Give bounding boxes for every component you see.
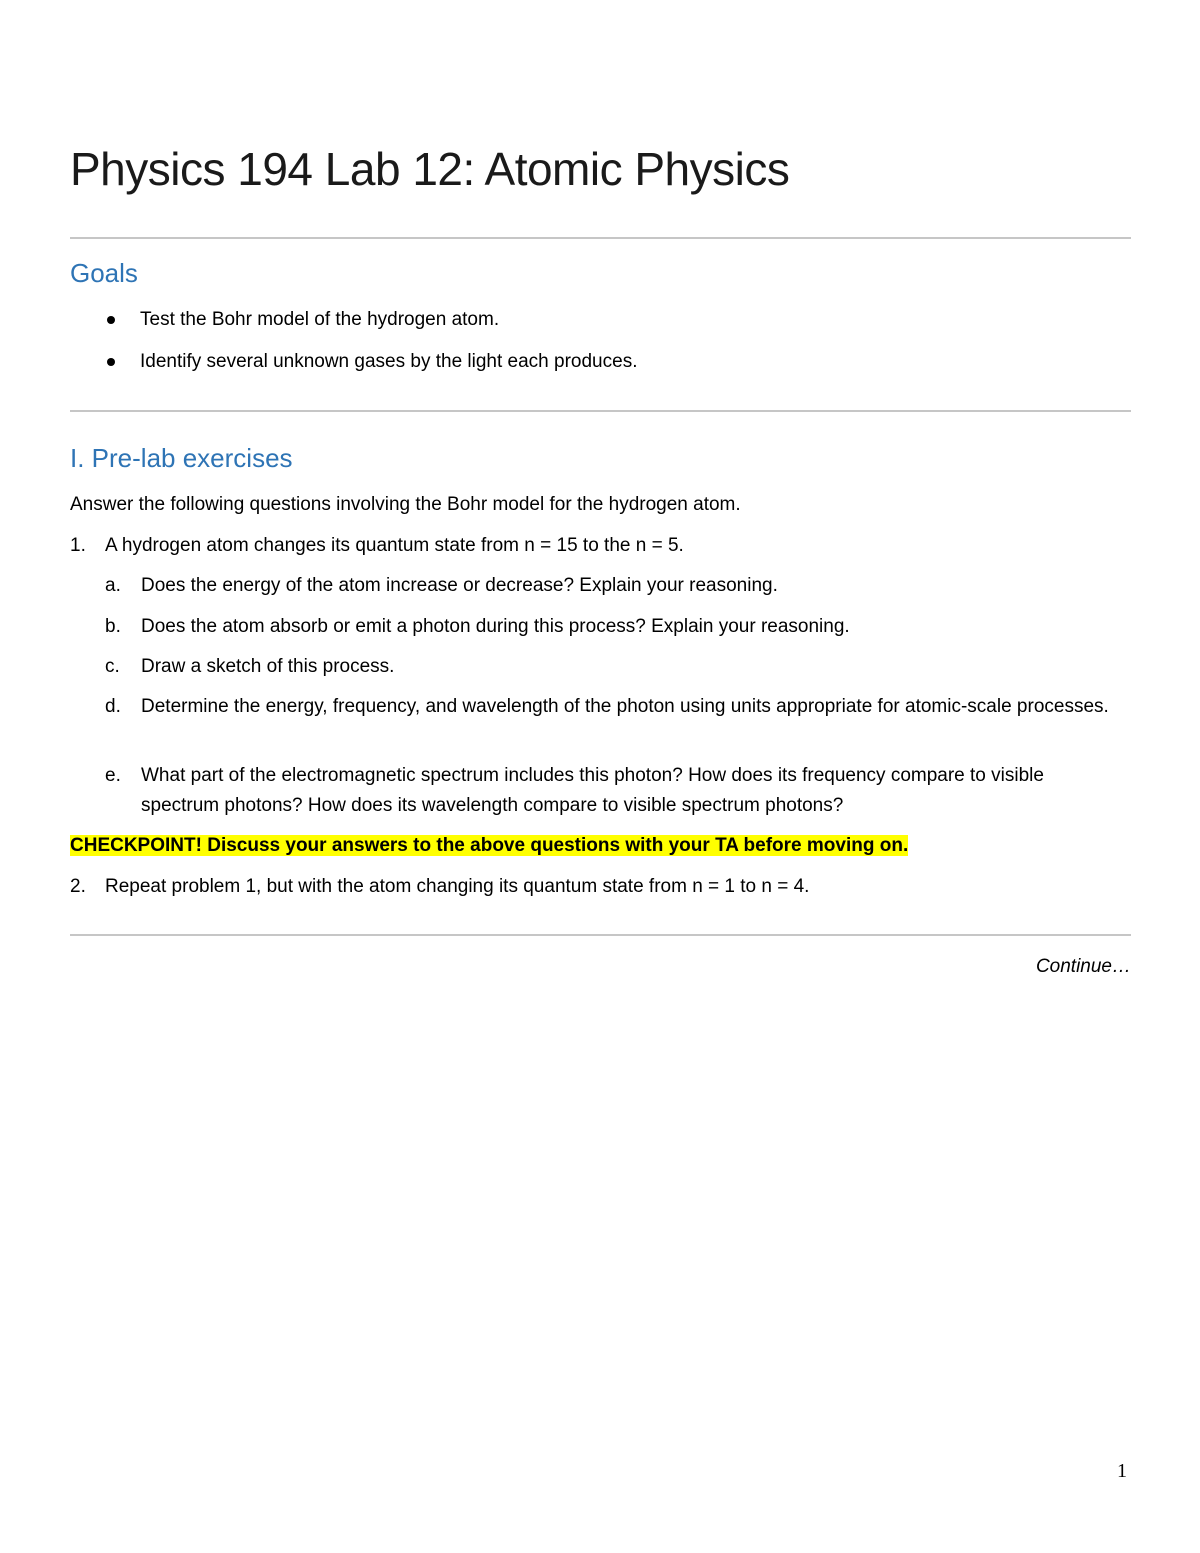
- part-text: Determine the energy, frequency, and wavelength of the photon using units appropriate for atomic-scale processes.: [141, 696, 1109, 717]
- section-divider: [70, 237, 1131, 239]
- page-number: 1: [1117, 1460, 1127, 1482]
- goals-heading: Goals: [70, 258, 138, 288]
- bullet-icon: [107, 316, 115, 324]
- document-title: Physics 194 Lab 12: Atomic Physics: [70, 143, 790, 195]
- part-letter: a.: [105, 575, 121, 596]
- checkpoint-note: [70, 832, 910, 860]
- section-divider: [70, 934, 1131, 936]
- part-text: Does the energy of the atom increase or decrease? Explain your reasoning.: [141, 575, 778, 596]
- document-page: [70, 0, 1131, 1553]
- prelab-heading: I. Pre-lab exercises: [70, 443, 293, 473]
- problem-text: Repeat problem 1, but with the atom changing its quantum state from n = 1 to n = 4.: [105, 876, 810, 897]
- part-letter: d.: [105, 696, 121, 717]
- problem-text: A hydrogen atom changes its quantum state from n = 15 to the n = 5.: [105, 535, 684, 556]
- section-divider: [70, 410, 1131, 412]
- part-letter: e.: [105, 765, 121, 786]
- goal-text: Test the Bohr model of the hydrogen atom.: [140, 309, 500, 330]
- goals-list: [70, 306, 637, 390]
- prelab-intro: Answer the following questions involving the Bohr model for the hydrogen atom.: [70, 494, 741, 515]
- goal-item: [70, 348, 637, 390]
- part-text: Draw a sketch of this process.: [141, 656, 395, 677]
- part-letter: b.: [105, 616, 121, 637]
- part-letter: c.: [105, 656, 120, 677]
- part-text: Does the atom absorb or emit a photon during this process? Explain your reasoning.: [141, 616, 850, 637]
- continue-label: Continue…: [1035, 956, 1131, 977]
- problem-number: 2.: [70, 876, 86, 897]
- problem-number: 1.: [70, 535, 86, 556]
- bullet-icon: [107, 358, 115, 366]
- goal-text: Identify several unknown gases by the light each produces.: [140, 351, 638, 372]
- checkpoint-highlight: CHECKPOINT! Discuss your answers to the above questions with your TA before moving on.: [70, 835, 909, 856]
- goal-item: [70, 306, 637, 348]
- part-text: What part of the electromagnetic spectrum includes this photon? How does its frequency compare to visible spectrum photons? How does its wavelength compare to visible spectrum photons?: [141, 765, 1044, 816]
